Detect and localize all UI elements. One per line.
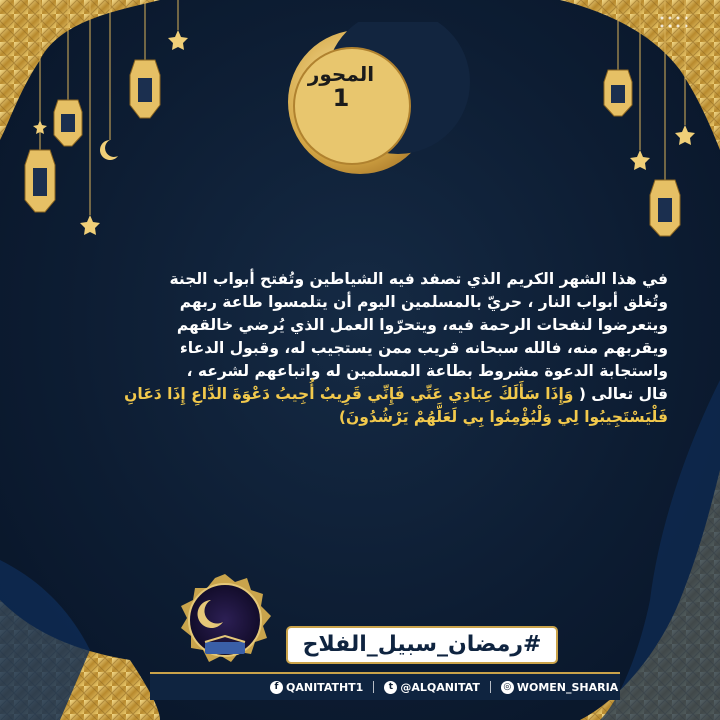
divider	[373, 681, 374, 693]
instagram-icon: ◎	[501, 681, 514, 694]
verse-line-2: فَلْيَسْتَجِيبُوا لِي وَلْيُؤْمِنُوا بِي لَعَلَّهُمْ يَرْشُدُونَ)	[338, 408, 668, 426]
body-line: ويقربهم منه، فالله سبحانه قريب ممن يستجيب له، وقبول الدعاء	[179, 339, 668, 357]
social-handles	[270, 678, 618, 696]
body-line: في هذا الشهر الكريم الذي تصفد فيه الشياطين وتُفتح أبواب الجنة	[169, 270, 668, 288]
body-text	[58, 268, 668, 429]
social-instagram[interactable]	[501, 681, 618, 694]
campaign-logo	[175, 570, 275, 670]
badge-number: 1	[332, 84, 350, 112]
instagram-handle: WOMEN_SHARIA	[516, 680, 619, 694]
verse-text: وَإِذَا سَأَلَكَ عِبَادِي عَنِّي فَإِنِّي قَرِيبٌ أُجِيبُ دَعْوَةَ الدَّاعِ إِذَا دَعَانِ	[124, 385, 574, 403]
social-facebook[interactable]	[270, 681, 363, 694]
body-line: وتُغلق أبواب النار ، حريّ بالمسلمين اليوم أن يتلمسوا طاعة ربهم	[179, 293, 668, 311]
verse-intro: قال تعالى (	[578, 385, 668, 403]
divider	[490, 681, 491, 693]
body-line: ويتعرضوا لنفحات الرحمة فيه، ويتحرّوا العمل الذي يُرضي خالقهم	[176, 316, 668, 334]
body-line: واستجابة الدعوة مشروط بطاعة المسلمين له واتباعهم لشرعه ،	[186, 362, 668, 380]
badge-title: المحور	[307, 62, 375, 86]
axis-badge	[286, 62, 396, 112]
facebook-icon: f	[270, 681, 283, 694]
social-twitter[interactable]	[384, 681, 480, 694]
twitter-handle: @ALQANITAT	[400, 680, 480, 694]
verse-line-1	[58, 383, 668, 406]
hashtag-banner: #رمضان_سبيل_الفلاح	[288, 628, 556, 662]
facebook-handle: QANITATHT1	[286, 680, 364, 694]
twitter-icon: t	[384, 681, 397, 694]
